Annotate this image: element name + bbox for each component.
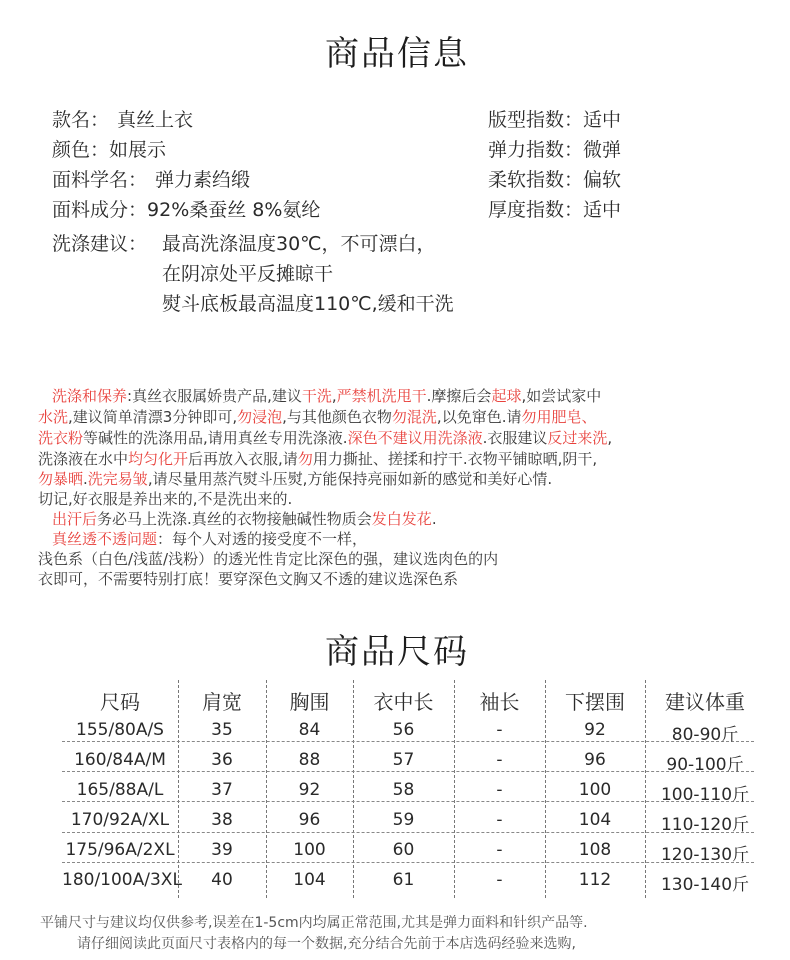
- cell-size: 175/96A/2XL: [65, 840, 175, 860]
- care-keyword: 反过来洗: [547, 429, 608, 447]
- care-text: ,: [607, 429, 613, 447]
- care-keyword: 干洗: [301, 387, 332, 405]
- wash-advice-label: 洗涤建议：: [52, 233, 148, 255]
- care-text: :真丝衣服属娇贵产品,建议: [127, 387, 302, 405]
- style-name-value: 真丝上衣: [117, 109, 194, 131]
- cell-weight: 110-120斤: [660, 815, 750, 835]
- cell-size: 165/88A/L: [76, 780, 164, 800]
- product-info-title: 商品信息: [325, 34, 469, 74]
- header-sleeve: 袖长: [479, 690, 520, 714]
- care-text: ,与其他颜色衣物: [282, 408, 392, 426]
- header-shoulder: 肩宽: [202, 690, 242, 714]
- header-chest: 胸围: [289, 690, 330, 714]
- care-keyword: 出汗后: [52, 510, 98, 528]
- style-name-label: 款名：: [52, 109, 110, 131]
- care-text: .: [431, 510, 437, 528]
- header-size: 尺码: [100, 690, 140, 714]
- care-keyword: 勿暴晒: [38, 470, 84, 488]
- softness-index-label: 柔软指数：: [488, 169, 584, 191]
- care-keyword: 勿混洗: [391, 408, 437, 426]
- care-note-line: 衣即可，不需要特别打底！要穿深色文胸又不透的建议选深色系: [38, 570, 459, 588]
- fit-index-label: 版型指数：: [488, 109, 584, 131]
- care-note-line: 切记,好衣服是养出来的,不是洗出来的.: [38, 490, 293, 508]
- care-note-line: [38, 429, 612, 448]
- care-text: ,建议简单清漂3分钟即可,: [68, 408, 238, 426]
- style-name-row: [52, 105, 193, 132]
- cell-length: 56: [392, 720, 415, 740]
- thickness-index-label: 厚度指数：: [488, 199, 584, 221]
- care-keyword: 勿: [297, 450, 313, 468]
- cell-size: 155/80A/S: [76, 720, 164, 740]
- care-text: 洗涤液在水中: [38, 450, 129, 468]
- wash-advice-line: 最高洗涤温度30℃，不可漂白，: [162, 233, 436, 255]
- cell-shoulder: 36: [211, 750, 233, 770]
- care-text: 务必马上洗涤.真丝的衣物接触碱性物质会: [97, 510, 372, 528]
- cell-chest: 92: [298, 780, 321, 800]
- wash-advice-line: 熨斗底板最高温度110℃,缓和干洗: [162, 293, 454, 315]
- care-note-line: [52, 387, 601, 406]
- cell-sleeve: -: [496, 720, 503, 740]
- cell-shoulder: 35: [211, 720, 233, 740]
- care-keyword: 水洗: [38, 408, 69, 426]
- care-text: 后再放入衣服,请: [188, 450, 298, 468]
- cell-chest: 84: [298, 720, 321, 740]
- care-text: ,请尽量用蒸汽熨斗压熨,方能保持亮丽如新的感觉和美好心情.: [147, 470, 553, 488]
- care-note-line: [52, 510, 437, 529]
- care-text: ,以免窜色.请: [436, 408, 522, 426]
- cell-chest: 96: [298, 810, 321, 830]
- care-note-line: 浅色系（白色/浅蓝/浅粉）的透光性肯定比深色的强，建议选肉色的内: [38, 550, 499, 568]
- header-hem: 下摆围: [565, 690, 625, 714]
- cell-sleeve: -: [496, 870, 503, 890]
- cell-weight: 130-140斤: [660, 875, 750, 895]
- cell-weight: 90-100斤: [666, 755, 744, 775]
- cell-sleeve: -: [496, 750, 503, 770]
- footer-note: 请仔细阅读此页面尺寸表格内的每一个数据,充分结合先前于本店选码经验来选购,: [77, 936, 576, 952]
- care-keyword: 洗完易皱: [87, 470, 148, 488]
- care-keyword: 起球: [491, 387, 522, 405]
- cell-hem: 112: [578, 870, 612, 890]
- color-row: [52, 135, 166, 162]
- care-keyword: 勿浸泡: [237, 408, 283, 426]
- care-text: 用力撕扯、搓揉和拧干.衣物平铺晾晒,阴干,: [312, 450, 598, 468]
- care-note-line: [38, 470, 552, 489]
- care-text: .摩擦后会: [426, 387, 492, 405]
- cell-shoulder: 37: [211, 780, 233, 800]
- care-keyword: 真丝透不透问题: [52, 530, 158, 548]
- cell-shoulder: 38: [211, 810, 233, 830]
- size-table-title: 商品尺码: [325, 632, 469, 672]
- fit-index-value: 适中: [583, 109, 622, 131]
- cell-shoulder: 39: [211, 840, 233, 860]
- cell-hem: 92: [584, 720, 606, 740]
- color-label: 颜色：: [52, 139, 110, 161]
- care-keyword: 深色不建议用洗涤液: [347, 429, 483, 447]
- cell-size: 160/84A/M: [74, 750, 166, 770]
- cell-weight: 120-130斤: [660, 845, 750, 865]
- cell-hem: 104: [578, 810, 612, 830]
- fabric-composition-value: 92%桑蚕丝 8%氨纶: [147, 199, 321, 221]
- care-keyword: 洗涤和保养: [52, 387, 128, 405]
- cell-length: 58: [392, 780, 415, 800]
- care-text: 等碱性的洗涤用品,请用真丝专用洗涤液.: [83, 429, 348, 447]
- cell-weight: 100-110斤: [660, 785, 750, 805]
- care-keyword: 严禁机洗甩干: [336, 387, 427, 405]
- fabric-composition-row: [52, 195, 320, 222]
- cell-sleeve: -: [496, 840, 503, 860]
- care-text: ：每个人对透的接受度不一样，: [157, 530, 368, 548]
- care-keyword: 洗衣粉: [38, 429, 84, 447]
- cell-hem: 108: [578, 840, 612, 860]
- care-note-line: [52, 530, 367, 549]
- cell-chest: 88: [298, 750, 321, 770]
- cell-length: 57: [392, 750, 415, 770]
- fabric-name-value: 弹力素绉缎: [155, 169, 251, 191]
- cell-size: 170/92A/XL: [70, 810, 170, 830]
- fabric-name-row: [52, 165, 250, 192]
- care-text: .衣服建议: [482, 429, 548, 447]
- care-text: ,: [331, 387, 337, 405]
- header-weight: 建议体重: [665, 690, 745, 714]
- cell-length: 61: [392, 870, 415, 890]
- cell-sleeve: -: [496, 780, 503, 800]
- care-keyword: 均匀化开: [128, 450, 189, 468]
- thickness-index-row: [488, 195, 621, 222]
- cell-length: 59: [392, 810, 415, 830]
- thickness-index-value: 适中: [583, 199, 622, 221]
- fabric-name-label: 面料学名：: [52, 169, 148, 191]
- cell-size: 180/100A/3XL: [62, 870, 182, 890]
- care-text: ,如尝试家中: [521, 387, 602, 405]
- care-keyword: 发白发花: [371, 510, 432, 528]
- header-length: 衣中长: [373, 690, 434, 714]
- softness-index-row: [488, 165, 621, 192]
- cell-chest: 100: [293, 840, 326, 860]
- fit-index-row: [488, 105, 621, 132]
- wash-advice-line: 在阴凉处平反摊晾干: [162, 263, 334, 285]
- softness-index-value: 偏软: [583, 169, 622, 191]
- care-note-line: [38, 450, 597, 469]
- cell-length: 60: [392, 840, 415, 860]
- elasticity-index-value: 微弹: [583, 139, 622, 161]
- cell-hem: 96: [584, 750, 606, 770]
- care-text: .: [83, 470, 88, 488]
- cell-weight: 80-90斤: [671, 725, 739, 745]
- elasticity-index-row: [488, 135, 621, 162]
- cell-hem: 100: [578, 780, 612, 800]
- elasticity-index-label: 弹力指数：: [488, 139, 584, 161]
- fabric-composition-label: 面料成分：: [52, 199, 148, 221]
- cell-chest: 104: [293, 870, 326, 890]
- color-value: 如展示: [109, 139, 167, 161]
- care-keyword: 勿用肥皂、: [521, 408, 597, 426]
- care-note-line: [38, 408, 596, 427]
- cell-shoulder: 40: [211, 870, 233, 890]
- footer-note: 平铺尺寸与建议均仅供参考,误差在1-5cm内均属正常范围,尤其是弹力面料和针织产品等.: [40, 915, 588, 931]
- cell-sleeve: -: [496, 810, 503, 830]
